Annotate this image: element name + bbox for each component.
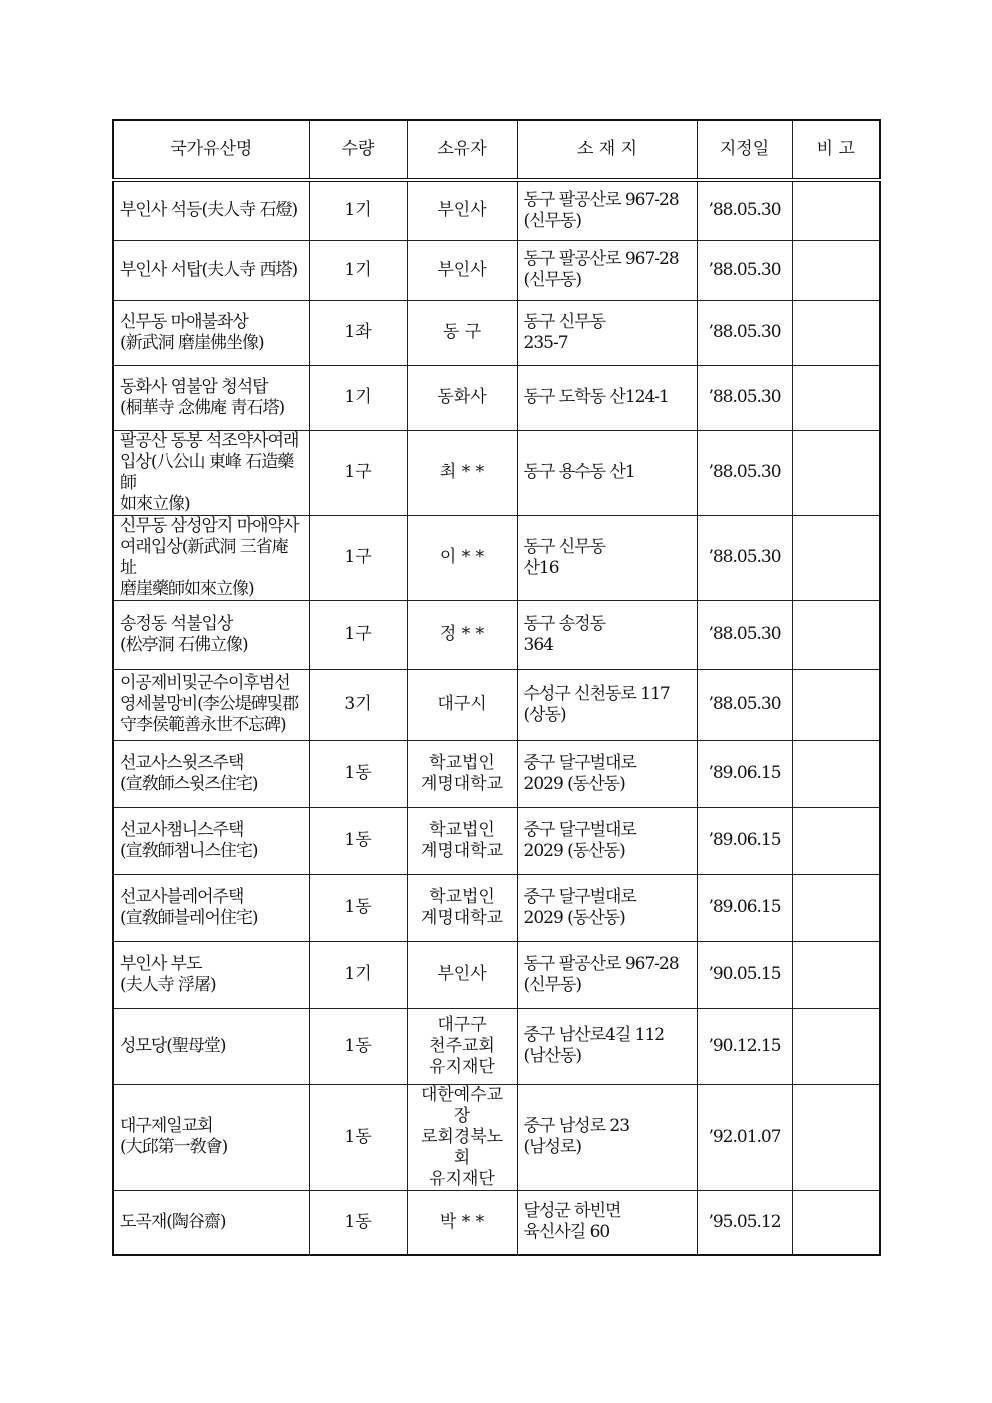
heritage-name-cell-line: 이공제비및군수이후범선 — [120, 673, 290, 693]
table-row — [113, 740, 880, 807]
col-header-name: 국가유산명 — [113, 120, 309, 180]
heritage-name-cell — [113, 515, 309, 600]
location-cell-line: 중구 달구벌대로 — [523, 819, 636, 840]
quantity-cell: 1기 — [309, 365, 407, 430]
note-cell — [792, 941, 880, 1008]
table-row — [113, 600, 880, 669]
heritage-name-cell-line: (松亭洞 石佛立像) — [120, 634, 248, 655]
designation-date-cell: ’88.05.30 — [697, 240, 792, 300]
quantity-cell: 1동 — [309, 1190, 407, 1255]
table-row — [113, 874, 880, 941]
quantity-cell: 1기 — [309, 240, 407, 300]
heritage-name-cell-line: (夫人寺 浮屠) — [120, 974, 216, 995]
quantity-cell: 1동 — [309, 807, 407, 874]
location-cell-line: 수성구 신천동로 117 — [523, 683, 670, 704]
header-row — [113, 120, 880, 180]
heritage-name-cell-line: 선교사챔니스주택 — [120, 819, 244, 840]
note-cell — [792, 740, 880, 807]
location-cell — [517, 430, 697, 515]
owner-cell-line: 학교법인 — [429, 819, 495, 840]
owner-cell — [407, 1008, 517, 1084]
designation-date-cell: ’92.01.07 — [697, 1084, 792, 1190]
owner-cell — [407, 240, 517, 300]
location-cell-line: 중구 달구벌대로 — [523, 752, 636, 773]
heritage-name-cell-line: (大邱第一敎會) — [120, 1137, 228, 1157]
owner-cell — [407, 807, 517, 874]
location-cell — [517, 669, 697, 740]
col-header-owner: 소유자 — [407, 120, 517, 180]
heritage-name-cell — [113, 365, 309, 430]
heritage-name-cell-line: 磨崖藥師如來立像) — [120, 578, 254, 599]
location-cell-line: 동구 도학동 산124-1 — [523, 387, 669, 407]
designation-date-cell: ’88.05.30 — [697, 180, 792, 240]
heritage-name-cell — [113, 600, 309, 669]
location-cell-line: 동구 신무동 — [523, 536, 606, 557]
note-cell — [792, 365, 880, 430]
owner-cell — [407, 300, 517, 365]
owner-cell-line: 유지재단 — [429, 1056, 495, 1077]
owner-cell-line: 천주교회 — [429, 1035, 495, 1056]
heritage-name-cell-line: 팔공산 동봉 석조약사여래 — [120, 430, 299, 451]
table-row — [113, 941, 880, 1008]
location-cell-line: (상동) — [523, 704, 566, 725]
quantity-cell: 1기 — [309, 180, 407, 240]
owner-cell — [407, 1190, 517, 1255]
location-cell-line: (남산동) — [523, 1046, 582, 1066]
designation-date-cell: ’89.06.15 — [697, 807, 792, 874]
location-cell-line: 동구 송정동 — [523, 613, 606, 634]
quantity-cell: 1동 — [309, 1084, 407, 1190]
quantity-cell: 1동 — [309, 740, 407, 807]
heritage-name-cell-line: 성모당(聖母堂) — [120, 1035, 226, 1056]
note-cell — [792, 874, 880, 941]
owner-cell — [407, 669, 517, 740]
heritage-name-cell-line: 부인사 서탑(夫人寺 西塔) — [120, 259, 298, 280]
location-cell-line: (남성로) — [523, 1137, 582, 1157]
owner-cell — [407, 365, 517, 430]
location-cell — [517, 515, 697, 600]
note-cell — [792, 1190, 880, 1255]
heritage-name-cell — [113, 300, 309, 365]
owner-cell — [407, 740, 517, 807]
owner-cell-line: 최 * * — [439, 462, 485, 482]
heritage-name-cell-line: (宣敎師스윗즈住宅) — [120, 773, 258, 794]
owner-cell — [407, 600, 517, 669]
col-header-location: 소 재 지 — [517, 120, 697, 180]
quantity-cell: 1기 — [309, 941, 407, 1008]
table-row — [113, 1084, 880, 1190]
heritage-name-cell — [113, 669, 309, 740]
heritage-name-cell — [113, 874, 309, 941]
location-cell — [517, 600, 697, 669]
note-cell — [792, 1008, 880, 1084]
location-cell-line: 동구 팔공산로 967-28 — [523, 249, 679, 269]
heritage-name-cell — [113, 1084, 309, 1190]
owner-cell-line: 동화사 — [437, 387, 487, 407]
heritage-name-cell-line: 영세불망비(李公堤碑및郡 — [120, 694, 299, 714]
owner-cell-line: 계명대학교 — [420, 907, 504, 928]
table-row — [113, 300, 880, 365]
heritage-name-cell-line: 대구제일교회 — [120, 1116, 213, 1136]
location-cell-line: 2029 (동산동) — [523, 773, 625, 794]
quantity-cell: 1동 — [309, 1008, 407, 1084]
heritage-name-cell-line: (宣敎師블레어住宅) — [120, 907, 258, 928]
table-row — [113, 240, 880, 300]
designation-date-cell: ’95.05.12 — [697, 1190, 792, 1255]
designation-date-cell: ’90.05.15 — [697, 941, 792, 1008]
location-cell-line: 2029 (동산동) — [523, 840, 625, 861]
owner-cell-line: 학교법인 — [429, 752, 495, 773]
heritage-name-cell — [113, 240, 309, 300]
owner-cell-line: 학교법인 — [429, 886, 495, 907]
owner-cell-line: 정 * * — [439, 624, 485, 644]
owner-cell — [407, 941, 517, 1008]
owner-cell-line: 유지재단 — [429, 1168, 495, 1189]
owner-cell — [407, 180, 517, 240]
designation-date-cell: ’88.05.30 — [697, 430, 792, 515]
heritage-name-cell-line: 신무동 삼성암지 마애약사 — [120, 515, 299, 536]
location-cell — [517, 807, 697, 874]
owner-cell-line: 부인사 — [437, 259, 487, 280]
location-cell-line: (신무동) — [523, 210, 582, 231]
location-cell-line: 중구 남산로4길 112 — [523, 1025, 665, 1045]
heritage-name-cell-line: 동화사 염불암 청석탑 — [120, 376, 268, 397]
heritage-name-cell — [113, 430, 309, 515]
heritage-name-cell-line: 부인사 석등(夫人寺 石燈) — [120, 200, 298, 221]
table-row — [113, 1190, 880, 1255]
heritage-name-cell-line: 신무동 마애불좌상 — [120, 311, 248, 332]
table-row — [113, 515, 880, 600]
owner-cell-line: 대구시 — [437, 694, 487, 714]
location-cell-line: 동구 신무동 — [523, 311, 606, 332]
location-cell-line: 동구 팔공산로 967-28 — [523, 189, 679, 210]
location-cell — [517, 180, 697, 240]
heritage-name-cell-line: 선교사스윗즈주택 — [120, 752, 244, 773]
location-cell-line: 235-7 — [523, 332, 568, 353]
note-cell — [792, 1084, 880, 1190]
designation-date-cell: ’88.05.30 — [697, 300, 792, 365]
designation-date-cell: ’88.05.30 — [697, 600, 792, 669]
location-cell — [517, 874, 697, 941]
owner-cell-line: 부인사 — [437, 964, 487, 984]
note-cell — [792, 600, 880, 669]
location-cell-line: 산16 — [523, 557, 559, 578]
table-row — [113, 365, 880, 430]
col-header-date: 지정일 — [697, 120, 792, 180]
heritage-name-cell-line: 입상(八公山 東峰 石造藥師 — [120, 451, 294, 493]
heritage-name-cell — [113, 740, 309, 807]
location-cell — [517, 300, 697, 365]
location-cell-line: 달성군 하빈면 — [523, 1201, 621, 1222]
quantity-cell: 3기 — [309, 669, 407, 740]
table-row — [113, 180, 880, 240]
location-cell — [517, 240, 697, 300]
note-cell — [792, 240, 880, 300]
location-cell-line: 2029 (동산동) — [523, 907, 625, 928]
owner-cell-line: 동 구 — [442, 322, 482, 342]
owner-cell-line: 박 * * — [439, 1211, 485, 1232]
owner-cell-line: 계명대학교 — [420, 840, 504, 861]
quantity-cell: 1동 — [309, 874, 407, 941]
designation-date-cell: ’88.05.30 — [697, 365, 792, 430]
designation-date-cell: ’90.12.15 — [697, 1008, 792, 1084]
heritage-name-cell-line: 선교사블레어주택 — [120, 886, 244, 907]
heritage-name-cell-line: 송정동 석불입상 — [120, 613, 233, 634]
owner-cell — [407, 1084, 517, 1190]
location-cell-line: 중구 남성로 23 — [523, 1116, 630, 1136]
note-cell — [792, 430, 880, 515]
owner-cell-line: 대한예수교장 — [420, 1084, 504, 1126]
heritage-name-cell — [113, 180, 309, 240]
owner-cell — [407, 874, 517, 941]
table-row — [113, 669, 880, 740]
location-cell — [517, 1008, 697, 1084]
table-row — [113, 1008, 880, 1084]
heritage-name-cell — [113, 1190, 309, 1255]
heritage-name-cell-line: 도곡재(陶谷齋) — [120, 1211, 226, 1232]
table-row — [113, 430, 880, 515]
quantity-cell: 1구 — [309, 600, 407, 669]
designation-date-cell: ’88.05.30 — [697, 515, 792, 600]
note-cell — [792, 180, 880, 240]
quantity-cell: 1좌 — [309, 300, 407, 365]
heritage-name-cell-line: 守李侯範善永世不忘碑) — [120, 715, 286, 735]
designation-date-cell: ’89.06.15 — [697, 874, 792, 941]
col-header-note: 비 고 — [792, 120, 880, 180]
heritage-name-cell-line: 如來立像) — [120, 493, 190, 514]
quantity-cell: 1구 — [309, 430, 407, 515]
quantity-cell: 1구 — [309, 515, 407, 600]
owner-cell-line: 이 * * — [439, 547, 485, 567]
heritage-name-cell — [113, 941, 309, 1008]
owner-cell — [407, 515, 517, 600]
heritage-table — [112, 119, 881, 1256]
heritage-name-cell-line: (新武洞 磨崖佛坐像) — [120, 332, 264, 353]
owner-cell-line: 계명대학교 — [420, 773, 504, 794]
designation-date-cell: ’88.05.30 — [697, 669, 792, 740]
heritage-name-cell-line: (桐華寺 念佛庵 靑石塔) — [120, 397, 285, 418]
heritage-name-cell — [113, 1008, 309, 1084]
location-cell — [517, 1190, 697, 1255]
note-cell — [792, 669, 880, 740]
location-cell-line: 364 — [523, 634, 553, 655]
note-cell — [792, 300, 880, 365]
heritage-name-cell — [113, 807, 309, 874]
location-cell-line: 육신사길 60 — [523, 1222, 610, 1243]
location-cell-line: 동구 팔공산로 967-28 — [523, 953, 679, 974]
location-cell — [517, 941, 697, 1008]
owner-cell-line: 부인사 — [437, 200, 487, 221]
table-row — [113, 807, 880, 874]
location-cell — [517, 1084, 697, 1190]
note-cell — [792, 515, 880, 600]
location-cell-line: 중구 달구벌대로 — [523, 886, 636, 907]
designation-date-cell: ’89.06.15 — [697, 740, 792, 807]
location-cell-line: 동구 용수동 산1 — [523, 462, 635, 482]
location-cell-line: (신무동) — [523, 270, 582, 290]
owner-cell — [407, 430, 517, 515]
location-cell — [517, 365, 697, 430]
heritage-name-cell-line: 여래입상(新武洞 三省庵址 — [120, 536, 288, 578]
note-cell — [792, 807, 880, 874]
owner-cell-line: 로회경북노회 — [420, 1126, 504, 1168]
heritage-name-cell-line: (宣敎師챔니스住宅) — [120, 840, 258, 861]
owner-cell-line: 대구구 — [437, 1014, 487, 1035]
location-cell — [517, 740, 697, 807]
col-header-quantity: 수량 — [309, 120, 407, 180]
heritage-name-cell-line: 부인사 부도 — [120, 953, 202, 974]
location-cell-line: (신무동) — [523, 974, 582, 995]
